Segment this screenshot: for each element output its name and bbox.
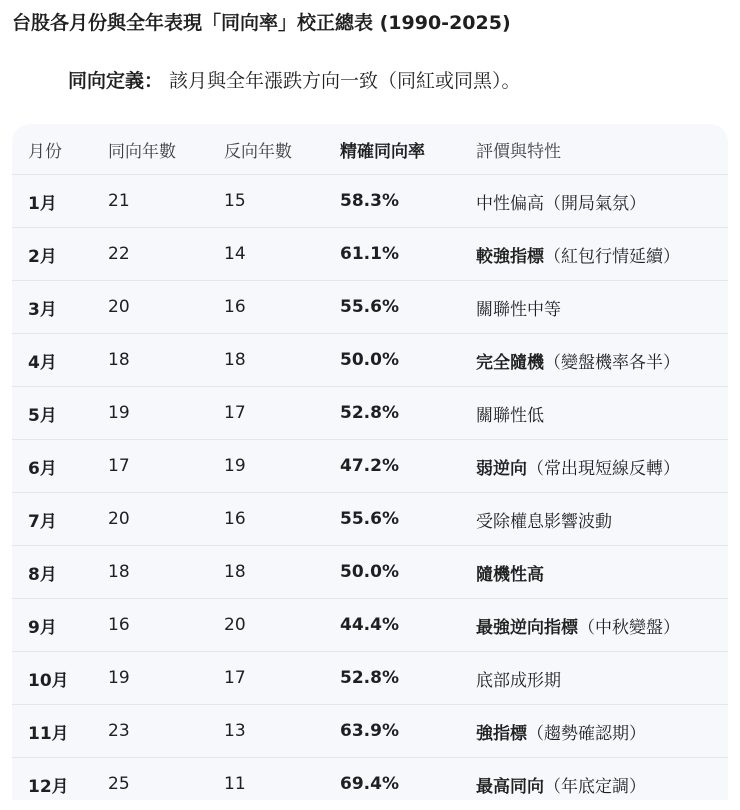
cell-month: 7月 <box>12 493 108 546</box>
cell-same-years: 20 <box>108 493 224 546</box>
cell-opposite-years: 19 <box>224 440 340 493</box>
cell-rate: 55.6% <box>340 281 476 334</box>
table-row <box>12 546 728 599</box>
cell-same-years: 21 <box>108 175 224 228</box>
definition-text: 該月與全年漲跌方向一致（同紅或同黑）。 <box>163 70 521 92</box>
table-body <box>12 175 728 810</box>
table-row <box>12 599 728 652</box>
cell-opposite-years: 14 <box>224 228 340 281</box>
cell-rate: 61.1% <box>340 228 476 281</box>
cell-same-years: 20 <box>108 281 224 334</box>
cell-month: 5月 <box>12 387 108 440</box>
cell-same-years: 19 <box>108 652 224 705</box>
table-row <box>12 758 728 810</box>
cell-opposite-years: 20 <box>224 599 340 652</box>
cell-rate: 55.6% <box>340 493 476 546</box>
cell-rate: 52.8% <box>340 387 476 440</box>
table-card <box>12 124 728 800</box>
note-text: 中性偏高（開局氣氛） <box>476 194 646 214</box>
note-emphasis: 較強指標 <box>476 247 544 267</box>
cell-month: 4月 <box>12 334 108 387</box>
table-row <box>12 281 728 334</box>
cell-note <box>476 440 728 493</box>
cell-opposite-years: 16 <box>224 493 340 546</box>
cell-note <box>476 281 728 334</box>
table-row <box>12 493 728 546</box>
header-opposite-years: 反向年數 <box>224 124 340 175</box>
note-text: （變盤機率各半） <box>544 353 680 373</box>
cell-month: 1月 <box>12 175 108 228</box>
cell-same-years: 23 <box>108 705 224 758</box>
cell-rate: 44.4% <box>340 599 476 652</box>
cell-note <box>476 493 728 546</box>
cell-month: 3月 <box>12 281 108 334</box>
table-row <box>12 652 728 705</box>
cell-opposite-years: 16 <box>224 281 340 334</box>
note-emphasis: 完全隨機 <box>476 353 544 373</box>
cell-same-years: 22 <box>108 228 224 281</box>
header-rate: 精確同向率 <box>340 124 476 175</box>
cell-same-years: 16 <box>108 599 224 652</box>
cell-opposite-years: 11 <box>224 758 340 810</box>
cell-month: 10月 <box>12 652 108 705</box>
note-text: （紅包行情延續） <box>544 247 680 267</box>
note-emphasis: 最高同向 <box>476 777 544 797</box>
table-row <box>12 387 728 440</box>
table-row <box>12 175 728 228</box>
cell-note <box>476 334 728 387</box>
note-emphasis: 隨機性高 <box>476 565 544 585</box>
cell-note <box>476 387 728 440</box>
note-text: 關聯性低 <box>476 406 544 426</box>
note-emphasis: 強指標 <box>476 724 527 744</box>
cell-rate: 50.0% <box>340 334 476 387</box>
cell-rate: 63.9% <box>340 705 476 758</box>
cell-month: 9月 <box>12 599 108 652</box>
monthly-table <box>12 124 728 810</box>
note-text: （年底定調） <box>544 777 646 797</box>
definition-label: 同向定義： <box>68 70 163 92</box>
page-title: 台股各月份與全年表現「同向率」校正總表 (1990-2025) <box>12 8 511 35</box>
cell-month: 8月 <box>12 546 108 599</box>
cell-note <box>476 175 728 228</box>
cell-note <box>476 599 728 652</box>
note-text: （趨勢確認期） <box>527 724 646 744</box>
cell-rate: 52.8% <box>340 652 476 705</box>
cell-note <box>476 228 728 281</box>
header-note: 評價與特性 <box>476 124 728 175</box>
cell-same-years: 25 <box>108 758 224 810</box>
cell-note <box>476 652 728 705</box>
note-text: 受除權息影響波動 <box>476 512 612 532</box>
note-emphasis: 弱逆向 <box>476 459 527 479</box>
cell-rate: 50.0% <box>340 546 476 599</box>
cell-opposite-years: 17 <box>224 387 340 440</box>
cell-opposite-years: 15 <box>224 175 340 228</box>
table-row <box>12 334 728 387</box>
note-emphasis: 最強逆向指標 <box>476 618 578 638</box>
cell-opposite-years: 18 <box>224 546 340 599</box>
cell-opposite-years: 18 <box>224 334 340 387</box>
cell-rate: 58.3% <box>340 175 476 228</box>
cell-opposite-years: 17 <box>224 652 340 705</box>
note-text: （常出現短線反轉） <box>527 459 680 479</box>
cell-month: 6月 <box>12 440 108 493</box>
cell-month: 2月 <box>12 228 108 281</box>
note-text: 底部成形期 <box>476 671 561 691</box>
cell-same-years: 19 <box>108 387 224 440</box>
header-month: 月份 <box>12 124 108 175</box>
header-same-years: 同向年數 <box>108 124 224 175</box>
cell-note <box>476 758 728 810</box>
cell-rate: 47.2% <box>340 440 476 493</box>
cell-same-years: 18 <box>108 334 224 387</box>
cell-same-years: 17 <box>108 440 224 493</box>
cell-note <box>476 546 728 599</box>
cell-opposite-years: 13 <box>224 705 340 758</box>
definition-line <box>68 66 521 93</box>
table-row <box>12 228 728 281</box>
note-text: 關聯性中等 <box>476 300 561 320</box>
cell-same-years: 18 <box>108 546 224 599</box>
table-header-row <box>12 124 728 175</box>
table-row <box>12 440 728 493</box>
cell-note <box>476 705 728 758</box>
cell-month: 12月 <box>12 758 108 810</box>
cell-rate: 69.4% <box>340 758 476 810</box>
note-text: （中秋變盤） <box>578 618 680 638</box>
table-row <box>12 705 728 758</box>
cell-month: 11月 <box>12 705 108 758</box>
